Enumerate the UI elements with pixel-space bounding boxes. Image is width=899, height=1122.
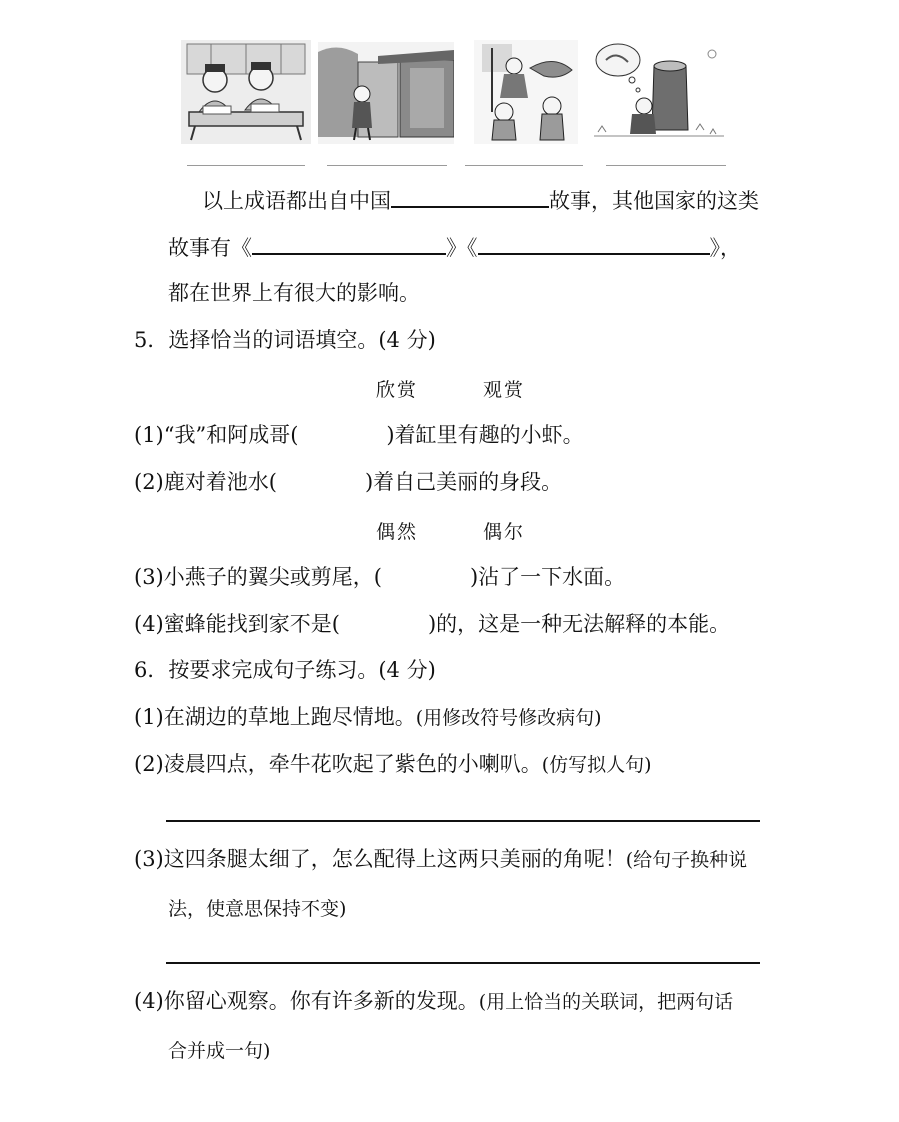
idiom-paragraph-line-2 — [168, 231, 741, 262]
item-text-after: )沾了一下水面。 — [469, 565, 626, 589]
paragraph-text: 以上成语都出自中国 — [202, 189, 391, 213]
item-text: 这四条腿太细了，怎么配得上这两只美丽的角呢！ — [163, 847, 626, 871]
word-option: 偶然 — [376, 521, 419, 543]
item-text: 在湖边的草地上跑尽情地。 — [163, 705, 416, 729]
figure-at-gate-picture — [318, 42, 454, 144]
item-number: (4) — [134, 989, 164, 1013]
q6-item-4 — [134, 987, 733, 1016]
question-6-title: 6．按要求完成句子练习。(4 分) — [134, 658, 436, 682]
item-text: 你留心观察。你有许多新的发现。 — [163, 989, 479, 1013]
item-instruction-continued: 法，使意思保持不变) — [168, 898, 347, 920]
q6-item-3 — [134, 845, 747, 874]
picture-answer-line[interactable] — [465, 165, 583, 166]
country-blank[interactable] — [391, 184, 549, 208]
paragraph-text: 》《 — [446, 236, 478, 260]
answer-line[interactable] — [166, 820, 760, 822]
item-instruction: (给句子换种说 — [625, 849, 748, 871]
item-text-before: 小燕子的翼尖或剪尾，( — [163, 565, 382, 589]
item-text-before: 鹿对着池水( — [163, 470, 277, 494]
answer-line[interactable] — [166, 962, 760, 964]
item-text-after: )的，这是一种无法解释的本能。 — [427, 612, 731, 636]
question-5-title: 5．选择恰当的词语填空。(4 分) — [134, 328, 436, 352]
idiom-paragraph-line-3: 都在世界上有很大的影响。 — [168, 281, 420, 305]
q6-item-1 — [134, 703, 602, 732]
paragraph-text: 故事有《 — [168, 236, 252, 260]
item-number: (3) — [134, 565, 164, 589]
item-number: (2) — [134, 752, 164, 776]
item-number: (4) — [134, 612, 164, 636]
item-number: (3) — [134, 847, 164, 871]
book-title-blank-2[interactable] — [478, 231, 710, 255]
item-text-before: “我”和阿成哥( — [163, 423, 299, 447]
picture-answer-line[interactable] — [327, 165, 447, 166]
item-text-after: )着缸里有趣的小虾。 — [386, 423, 584, 447]
item-number: (2) — [134, 470, 164, 494]
q5-item-2 — [134, 468, 562, 496]
picture-answer-line[interactable] — [187, 165, 305, 166]
item-text-after: )着自己美丽的身段。 — [364, 470, 563, 494]
figure-by-tree-stump-picture — [592, 40, 726, 144]
item-instruction-continued: 合并成一句) — [168, 1040, 271, 1062]
paragraph-text: 》， — [709, 236, 741, 260]
paragraph-text: 故事，其他国家的这类 — [549, 189, 759, 213]
two-students-writing-picture — [181, 40, 311, 144]
item-instruction: (仿写拟人句) — [541, 754, 652, 776]
word-option: 偶尔 — [483, 521, 526, 543]
q5-item-4 — [134, 610, 730, 638]
q5-item-3 — [134, 563, 625, 591]
word-option: 观赏 — [483, 379, 526, 401]
q6-item-2 — [134, 750, 652, 779]
figures-with-dragon-picture — [474, 40, 578, 144]
item-text-before: 蜜蜂能找到家不是( — [163, 612, 340, 636]
picture-answer-line[interactable] — [606, 165, 726, 166]
book-title-blank-1[interactable] — [252, 231, 446, 255]
q5-item-1 — [134, 421, 584, 449]
item-instruction: (用上恰当的关联词，把两句话 — [478, 991, 734, 1013]
item-number: (1) — [134, 705, 164, 729]
idiom-paragraph-line-1 — [202, 184, 759, 215]
item-instruction: (用修改符号修改病句) — [415, 707, 602, 729]
word-option: 欣赏 — [376, 379, 419, 401]
item-text: 凌晨四点，牵牛花吹起了紫色的小喇叭。 — [163, 752, 542, 776]
item-number: (1) — [134, 423, 164, 447]
